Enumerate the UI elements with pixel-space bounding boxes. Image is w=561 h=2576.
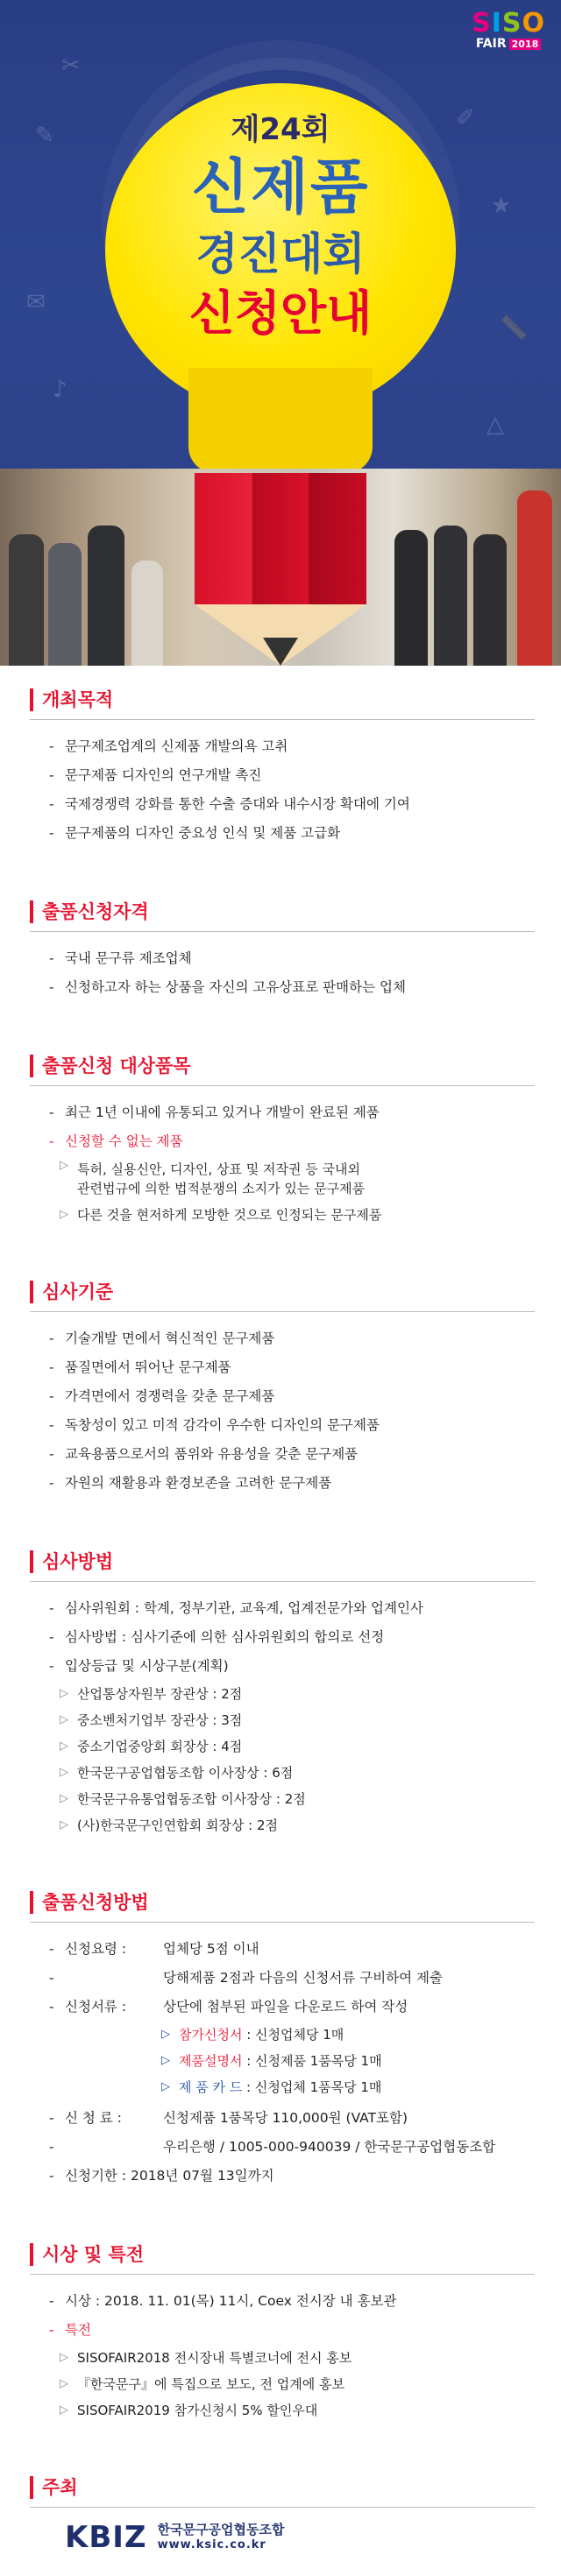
list-item: - 심사위원회 : 학계, 정부기관, 교육계, 업계전문가와 업계인사 <box>49 1594 535 1623</box>
list-item: - 최근 1년 이내에 유통되고 있거나 개발이 완료된 제품 <box>49 1098 535 1127</box>
award-item: ▷ 한국문구공업협동조합 이사장상 : 6점 <box>60 1760 535 1786</box>
list-item-benefit-label: - 특전 <box>49 2316 535 2345</box>
pencil-lead <box>263 638 298 666</box>
lightbulb-neck <box>188 368 373 473</box>
hero-banner <box>0 0 561 666</box>
page-title: 신제품 <box>191 153 370 222</box>
list-item-ceremony: - 시상 : 2018. 11. 01(목) 11시, Coex 전시장 내 홍보관 <box>49 2287 535 2316</box>
list-item: - 신청하고자 하는 상품을 자신의 고유상표로 판매하는 업체 <box>49 973 535 1002</box>
page-guide-title: 신청안내 <box>188 286 373 341</box>
list-item: - 국내 문구류 제조업체 <box>49 944 535 973</box>
benefit-item: ▷ 『한국문구』에 특집으로 보도, 전 업계에 홍보 <box>60 2371 535 2397</box>
star-icon: ★ <box>491 193 512 219</box>
host-url: www.ksic.co.kr <box>157 2538 266 2551</box>
list-item-bank-account: - 우리은행 / 1005-000-940039 / 한국문구공업협동조합 <box>49 2133 535 2162</box>
excluded-item: ▷ 다른 것을 현저하게 모방한 것으로 인정되는 문구제품 <box>60 1202 535 1228</box>
benefit-item: ▷ SISOFAIR2019 참가신청시 5% 할인우대 <box>60 2397 535 2424</box>
award-item: ▷ 산업통상자원부 장관상 : 2점 <box>60 1681 535 1707</box>
page-subtitle: 경진대회 <box>195 229 366 279</box>
list-item: - 품질면에서 뛰어난 문구제품 <box>49 1353 535 1382</box>
list-item: - 문구제품의 디자인 중요성 인식 및 제품 고급화 <box>49 819 535 848</box>
list-item: - 기술개발 면에서 혁신적인 문구제품 <box>49 1324 535 1353</box>
section-method <box>30 1550 535 1838</box>
document-item: ▷ 참가신청서 : 신청업체당 1매 <box>161 2022 535 2048</box>
list-item-requirement-cont: - 당해제품 2점과 다음의 신청서류 구비하여 제출 <box>49 1964 535 1993</box>
section-title: 출품신청자격 <box>30 900 535 923</box>
event-round: 제24회 <box>231 112 330 147</box>
list-item: - 문구제조업계의 신제품 개발의욕 고취 <box>49 732 535 761</box>
note-icon: ♪ <box>53 377 67 403</box>
envelope-icon: ✉ <box>26 289 46 315</box>
scissors-icon: ✂ <box>61 53 81 79</box>
section-title: 출품신청방법 <box>30 1891 535 1914</box>
section-title: 주최 <box>30 2476 535 2499</box>
award-item: ▷ 한국문구유통업협동조합 이사장상 : 2점 <box>60 1786 535 1812</box>
list-item: - 교육용품으로서의 품위와 유용성을 갖춘 문구제품 <box>49 1440 535 1469</box>
award-item: ▷ (사)한국문구인연합회 회장상 : 2점 <box>60 1812 535 1838</box>
section-title: 심사기준 <box>30 1281 535 1303</box>
list-item: - 가격면에서 경쟁력을 갖춘 문구제품 <box>49 1382 535 1411</box>
kbiz-logo <box>30 2520 535 2576</box>
list-item: - 독창성이 있고 미적 감각이 우수한 디자인의 문구제품 <box>49 1411 535 1440</box>
section-apply <box>30 1891 535 2191</box>
paperclip-icon: ✐ <box>456 105 475 131</box>
document-item: ▷ 제품설명서 : 신청제품 1품목당 1매 <box>161 2048 535 2074</box>
section-title: 시상 및 특전 <box>30 2243 535 2266</box>
guide-content <box>0 666 561 2576</box>
list-item-documents: - 신청서류 : 상단에 첨부된 파일을 다운로드 하여 작성 <box>49 1993 535 2022</box>
document-item: ▷ 제 품 카 드 : 신청업체 1품목당 1매 <box>161 2074 535 2100</box>
section-criteria <box>30 1281 535 1498</box>
benefit-item: ▷ SISOFAIR2018 전시장내 특별코너에 전시 홍보 <box>60 2345 535 2371</box>
list-item-fee: - 신 청 료 : 신청제품 1품목당 110,000원 (VAT포함) <box>49 2104 535 2133</box>
section-title: 출품신청 대상품목 <box>30 1055 535 1077</box>
pencil-icon: ✎ <box>35 123 54 149</box>
section-host <box>30 2476 535 2576</box>
excluded-item: ▷ 특허, 실용신안, 디자인, 상표 및 저작권 등 국내외 관련법규에 의한 법적분쟁의 소지가 있는 문구제품 <box>60 1156 535 1202</box>
list-item-deadline: - 신청기한 : 2018년 07월 13일까지 <box>49 2162 535 2191</box>
list-item: - 국제경쟁력 강화를 통한 수출 증대와 내수시장 확대에 기여 <box>49 790 535 819</box>
kbiz-logo-text: KBIZ <box>65 2520 147 2555</box>
triangle-icon: △ <box>486 412 504 438</box>
list-item: - 문구제품 디자인의 연구개발 촉진 <box>49 761 535 790</box>
award-item: ▷ 중소기업중앙회 회장상 : 4점 <box>60 1733 535 1760</box>
sisofair-logo: SISO FAIR 2018 <box>472 8 545 51</box>
section-target <box>30 1055 535 1228</box>
list-item: - 입상등급 및 시상구분(계획) <box>49 1652 535 1681</box>
pencil-body <box>195 473 366 604</box>
section-qualification <box>30 900 535 1002</box>
section-purpose <box>30 688 535 848</box>
section-award <box>30 2243 535 2424</box>
list-item-requirement: - 신청요령 : 업체당 5점 이내 <box>49 1935 535 1964</box>
host-org-name: 한국문구공업협동조합 <box>157 2522 285 2537</box>
section-title: 심사방법 <box>30 1550 535 1573</box>
ruler-icon: 📏 <box>500 315 529 342</box>
list-item: - 심사방법 : 심사기준에 의한 심사위원회의 합의로 선정 <box>49 1623 535 1652</box>
list-item-excluded: - 신청할 수 없는 제품 <box>49 1127 535 1156</box>
list-item: - 자원의 재활용과 환경보존을 고려한 문구제품 <box>49 1469 535 1498</box>
section-title: 개최목적 <box>30 688 535 711</box>
award-item: ▷ 중소벤처기업부 장관상 : 3점 <box>60 1707 535 1733</box>
